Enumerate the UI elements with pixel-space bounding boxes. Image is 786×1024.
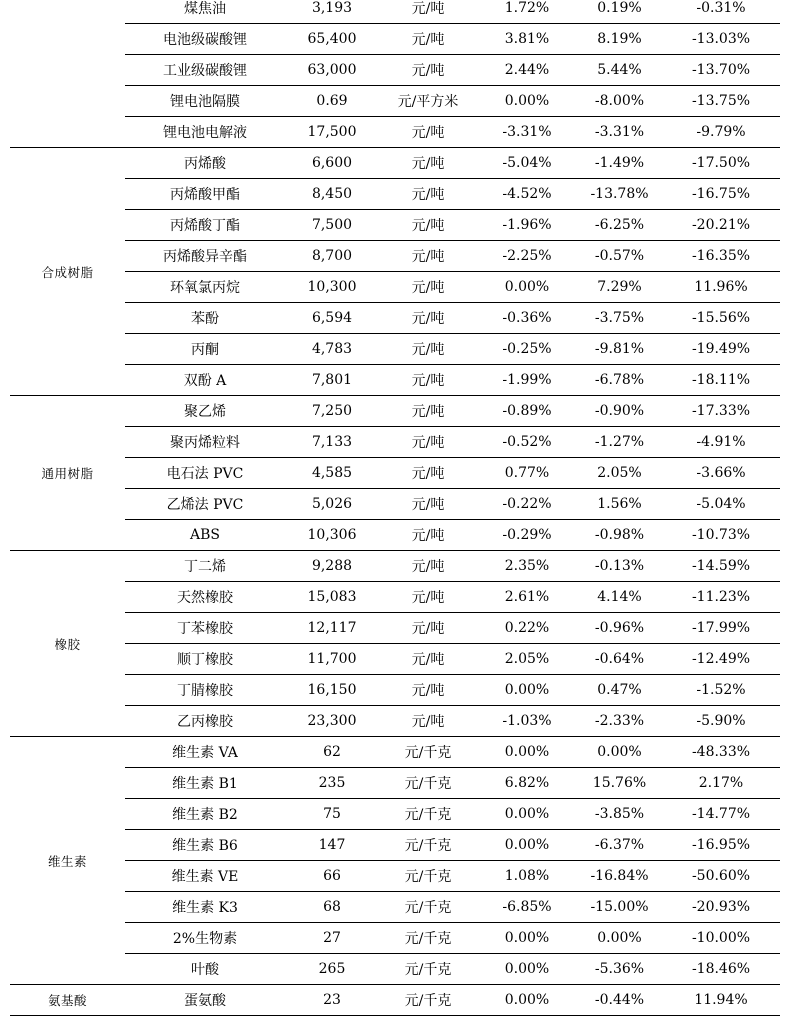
change-col-2: 0.00% <box>577 737 662 768</box>
price-value: 27 <box>285 923 379 954</box>
table-row <box>10 768 780 799</box>
category-cell: 橡胶 <box>10 551 125 737</box>
change-col-2: 15.76% <box>577 768 662 799</box>
price-unit: 元/千克 <box>379 799 477 830</box>
change-col-2: -1.27% <box>577 427 662 458</box>
price-unit: 元/吨 <box>379 0 477 24</box>
change-col-3: -20.21% <box>662 210 780 241</box>
change-col-2: 4.14% <box>577 582 662 613</box>
table-row <box>10 55 780 86</box>
change-col-1: -1.03% <box>477 706 577 737</box>
price-value: 65,400 <box>285 24 379 55</box>
price-value: 17,500 <box>285 117 379 148</box>
change-col-1: 6.82% <box>477 768 577 799</box>
price-unit: 元/吨 <box>379 210 477 241</box>
table-row <box>10 551 780 582</box>
price-unit: 元/吨 <box>379 551 477 582</box>
product-name: ABS <box>125 520 285 551</box>
product-name: 双酚 A <box>125 365 285 396</box>
product-name: 环氧氯丙烷 <box>125 272 285 303</box>
table-row <box>10 737 780 768</box>
product-name: 叶酸 <box>125 954 285 985</box>
change-col-1: -0.22% <box>477 489 577 520</box>
change-col-3: -13.03% <box>662 24 780 55</box>
product-name: 丙烯酸丁酯 <box>125 210 285 241</box>
change-col-1: -0.25% <box>477 334 577 365</box>
change-col-2: -15.00% <box>577 892 662 923</box>
table-row <box>10 489 780 520</box>
table-row <box>10 148 780 179</box>
change-col-2: -2.33% <box>577 706 662 737</box>
change-col-3: -18.46% <box>662 954 780 985</box>
product-name: 维生素 VA <box>125 737 285 768</box>
change-col-3: -3.66% <box>662 458 780 489</box>
table-row <box>10 923 780 954</box>
price-value: 235 <box>285 768 379 799</box>
table-row <box>10 582 780 613</box>
price-value: 62 <box>285 737 379 768</box>
product-name: 电池级碳酸锂 <box>125 24 285 55</box>
product-name: 聚丙烯粒料 <box>125 427 285 458</box>
table-row <box>10 644 780 675</box>
price-unit: 元/吨 <box>379 706 477 737</box>
change-col-2: -0.98% <box>577 520 662 551</box>
product-name: 2%生物素 <box>125 923 285 954</box>
change-col-2: 8.19% <box>577 24 662 55</box>
change-col-2: 0.19% <box>577 0 662 24</box>
change-col-3: -10.73% <box>662 520 780 551</box>
table-row <box>10 86 780 117</box>
product-name: 顺丁橡胶 <box>125 644 285 675</box>
price-unit: 元/吨 <box>379 148 477 179</box>
product-name: 丙烯酸异辛酯 <box>125 241 285 272</box>
price-value: 4,783 <box>285 334 379 365</box>
product-name: 维生素 VE <box>125 861 285 892</box>
product-name: 维生素 K3 <box>125 892 285 923</box>
change-col-3: -12.49% <box>662 644 780 675</box>
price-unit: 元/吨 <box>379 179 477 210</box>
price-unit: 元/平方米 <box>379 86 477 117</box>
price-value: 23,300 <box>285 706 379 737</box>
price-unit: 元/吨 <box>379 644 477 675</box>
price-unit: 元/吨 <box>379 675 477 706</box>
change-col-1: 1.08% <box>477 861 577 892</box>
change-col-1: -1.96% <box>477 210 577 241</box>
table-row <box>10 272 780 303</box>
change-col-1: -3.31% <box>477 117 577 148</box>
price-value: 0.69 <box>285 86 379 117</box>
change-col-1: -0.52% <box>477 427 577 458</box>
change-col-1: 0.00% <box>477 799 577 830</box>
product-name: 丙烯酸甲酯 <box>125 179 285 210</box>
change-col-2: -6.37% <box>577 830 662 861</box>
price-unit: 元/吨 <box>379 117 477 148</box>
change-col-2: 5.44% <box>577 55 662 86</box>
price-unit: 元/千克 <box>379 768 477 799</box>
price-unit: 元/吨 <box>379 303 477 334</box>
change-col-2: -0.44% <box>577 985 662 1016</box>
price-unit: 元/吨 <box>379 582 477 613</box>
change-col-2: -3.31% <box>577 117 662 148</box>
change-col-1: 0.00% <box>477 954 577 985</box>
table-row <box>10 241 780 272</box>
change-col-2: 1.56% <box>577 489 662 520</box>
change-col-2: 7.29% <box>577 272 662 303</box>
table-row <box>10 334 780 365</box>
price-unit: 元/吨 <box>379 24 477 55</box>
table-row <box>10 117 780 148</box>
table-row <box>10 0 780 24</box>
change-col-1: 0.00% <box>477 985 577 1016</box>
price-unit: 元/千克 <box>379 954 477 985</box>
price-value: 63,000 <box>285 55 379 86</box>
price-value: 75 <box>285 799 379 830</box>
change-col-1: -1.99% <box>477 365 577 396</box>
product-name: 锂电池电解液 <box>125 117 285 148</box>
category-cell <box>10 0 125 148</box>
table-row <box>10 706 780 737</box>
table-row <box>10 396 780 427</box>
change-col-3: -17.50% <box>662 148 780 179</box>
change-col-1: 0.00% <box>477 737 577 768</box>
table-row <box>10 861 780 892</box>
change-col-1: 1.72% <box>477 0 577 24</box>
change-col-3: -5.04% <box>662 489 780 520</box>
price-value: 11,700 <box>285 644 379 675</box>
price-value: 15,083 <box>285 582 379 613</box>
change-col-1: -6.85% <box>477 892 577 923</box>
price-value: 5,026 <box>285 489 379 520</box>
table-row <box>10 24 780 55</box>
change-col-3: 2.17% <box>662 768 780 799</box>
price-unit: 元/吨 <box>379 55 477 86</box>
table-row <box>10 520 780 551</box>
change-col-2: -1.49% <box>577 148 662 179</box>
price-value: 6,600 <box>285 148 379 179</box>
change-col-2: -0.13% <box>577 551 662 582</box>
change-col-2: -6.25% <box>577 210 662 241</box>
product-name: 蛋氨酸 <box>125 985 285 1016</box>
price-value: 4,585 <box>285 458 379 489</box>
price-value: 16,150 <box>285 675 379 706</box>
change-col-2: -0.64% <box>577 644 662 675</box>
change-col-3: -11.23% <box>662 582 780 613</box>
table-row <box>10 613 780 644</box>
change-col-1: 0.00% <box>477 830 577 861</box>
change-col-2: 0.00% <box>577 923 662 954</box>
table-row <box>10 954 780 985</box>
product-name: 聚乙烯 <box>125 396 285 427</box>
product-name: 工业级碳酸锂 <box>125 55 285 86</box>
change-col-3: -20.93% <box>662 892 780 923</box>
price-value: 7,801 <box>285 365 379 396</box>
product-name: 乙丙橡胶 <box>125 706 285 737</box>
price-value: 265 <box>285 954 379 985</box>
change-col-2: -13.78% <box>577 179 662 210</box>
change-col-1: -5.04% <box>477 148 577 179</box>
price-value: 6,594 <box>285 303 379 334</box>
price-unit: 元/吨 <box>379 489 477 520</box>
change-col-2: -5.36% <box>577 954 662 985</box>
price-unit: 元/千克 <box>379 861 477 892</box>
change-col-1: 0.00% <box>477 86 577 117</box>
change-col-1: 3.81% <box>477 24 577 55</box>
change-col-1: -0.36% <box>477 303 577 334</box>
table-row <box>10 799 780 830</box>
price-value: 10,300 <box>285 272 379 303</box>
price-value: 10,306 <box>285 520 379 551</box>
table-row <box>10 458 780 489</box>
price-table-body <box>10 0 780 1016</box>
change-col-3: -15.56% <box>662 303 780 334</box>
price-unit: 元/千克 <box>379 892 477 923</box>
change-col-3: -48.33% <box>662 737 780 768</box>
change-col-1: 0.77% <box>477 458 577 489</box>
price-unit: 元/吨 <box>379 427 477 458</box>
product-name: 维生素 B1 <box>125 768 285 799</box>
change-col-2: -0.57% <box>577 241 662 272</box>
product-name: 电石法 PVC <box>125 458 285 489</box>
price-unit: 元/吨 <box>379 396 477 427</box>
product-name: 维生素 B2 <box>125 799 285 830</box>
change-col-1: 2.44% <box>477 55 577 86</box>
table-row <box>10 303 780 334</box>
price-value: 7,500 <box>285 210 379 241</box>
product-name: 天然橡胶 <box>125 582 285 613</box>
change-col-1: -0.29% <box>477 520 577 551</box>
change-col-1: 2.05% <box>477 644 577 675</box>
price-unit: 元/千克 <box>379 737 477 768</box>
price-value: 9,288 <box>285 551 379 582</box>
change-col-3: -9.79% <box>662 117 780 148</box>
change-col-3: -16.95% <box>662 830 780 861</box>
price-table <box>10 0 780 1016</box>
price-unit: 元/吨 <box>379 272 477 303</box>
price-value: 8,700 <box>285 241 379 272</box>
change-col-3: 11.94% <box>662 985 780 1016</box>
change-col-3: -17.99% <box>662 613 780 644</box>
price-unit: 元/吨 <box>379 520 477 551</box>
price-unit: 元/吨 <box>379 365 477 396</box>
category-cell: 维生素 <box>10 737 125 985</box>
price-value: 147 <box>285 830 379 861</box>
change-col-1: 0.00% <box>477 272 577 303</box>
change-col-3: -5.90% <box>662 706 780 737</box>
change-col-2: 2.05% <box>577 458 662 489</box>
price-value: 12,117 <box>285 613 379 644</box>
change-col-1: -2.25% <box>477 241 577 272</box>
change-col-2: -6.78% <box>577 365 662 396</box>
price-value: 68 <box>285 892 379 923</box>
change-col-1: -4.52% <box>477 179 577 210</box>
change-col-2: -9.81% <box>577 334 662 365</box>
price-unit: 元/千克 <box>379 830 477 861</box>
product-name: 丙烯酸 <box>125 148 285 179</box>
price-unit: 元/千克 <box>379 985 477 1016</box>
table-row <box>10 675 780 706</box>
change-col-2: -0.90% <box>577 396 662 427</box>
product-name: 丙酮 <box>125 334 285 365</box>
product-name: 锂电池隔膜 <box>125 86 285 117</box>
price-value: 23 <box>285 985 379 1016</box>
product-name: 丁腈橡胶 <box>125 675 285 706</box>
change-col-1: -0.89% <box>477 396 577 427</box>
change-col-3: -17.33% <box>662 396 780 427</box>
price-unit: 元/千克 <box>379 923 477 954</box>
price-value: 3,193 <box>285 0 379 24</box>
change-col-3: -4.91% <box>662 427 780 458</box>
price-unit: 元/吨 <box>379 334 477 365</box>
price-unit: 元/吨 <box>379 241 477 272</box>
change-col-1: 2.35% <box>477 551 577 582</box>
table-row <box>10 427 780 458</box>
table-row <box>10 830 780 861</box>
change-col-3: -19.49% <box>662 334 780 365</box>
change-col-2: -3.75% <box>577 303 662 334</box>
change-col-3: -14.59% <box>662 551 780 582</box>
change-col-3: -0.31% <box>662 0 780 24</box>
change-col-1: 0.00% <box>477 675 577 706</box>
product-name: 丁苯橡胶 <box>125 613 285 644</box>
change-col-3: -50.60% <box>662 861 780 892</box>
change-col-2: 0.47% <box>577 675 662 706</box>
category-cell: 通用树脂 <box>10 396 125 551</box>
table-row <box>10 365 780 396</box>
change-col-3: -13.70% <box>662 55 780 86</box>
change-col-3: -10.00% <box>662 923 780 954</box>
price-unit: 元/吨 <box>379 613 477 644</box>
table-row <box>10 210 780 241</box>
product-name: 乙烯法 PVC <box>125 489 285 520</box>
change-col-3: -16.75% <box>662 179 780 210</box>
category-cell: 氨基酸 <box>10 985 125 1016</box>
table-row <box>10 892 780 923</box>
price-value: 8,450 <box>285 179 379 210</box>
change-col-3: -18.11% <box>662 365 780 396</box>
change-col-1: 2.61% <box>477 582 577 613</box>
table-row <box>10 985 780 1016</box>
change-col-1: 0.22% <box>477 613 577 644</box>
change-col-3: -13.75% <box>662 86 780 117</box>
change-col-3: -14.77% <box>662 799 780 830</box>
price-value: 7,250 <box>285 396 379 427</box>
change-col-2: -0.96% <box>577 613 662 644</box>
change-col-1: 0.00% <box>477 923 577 954</box>
price-value: 7,133 <box>285 427 379 458</box>
product-name: 煤焦油 <box>125 0 285 24</box>
change-col-3: -16.35% <box>662 241 780 272</box>
change-col-2: -8.00% <box>577 86 662 117</box>
product-name: 苯酚 <box>125 303 285 334</box>
product-name: 丁二烯 <box>125 551 285 582</box>
change-col-2: -16.84% <box>577 861 662 892</box>
change-col-2: -3.85% <box>577 799 662 830</box>
change-col-3: 11.96% <box>662 272 780 303</box>
table-row <box>10 179 780 210</box>
price-value: 66 <box>285 861 379 892</box>
category-cell: 合成树脂 <box>10 148 125 396</box>
price-unit: 元/吨 <box>379 458 477 489</box>
change-col-3: -1.52% <box>662 675 780 706</box>
product-name: 维生素 B6 <box>125 830 285 861</box>
